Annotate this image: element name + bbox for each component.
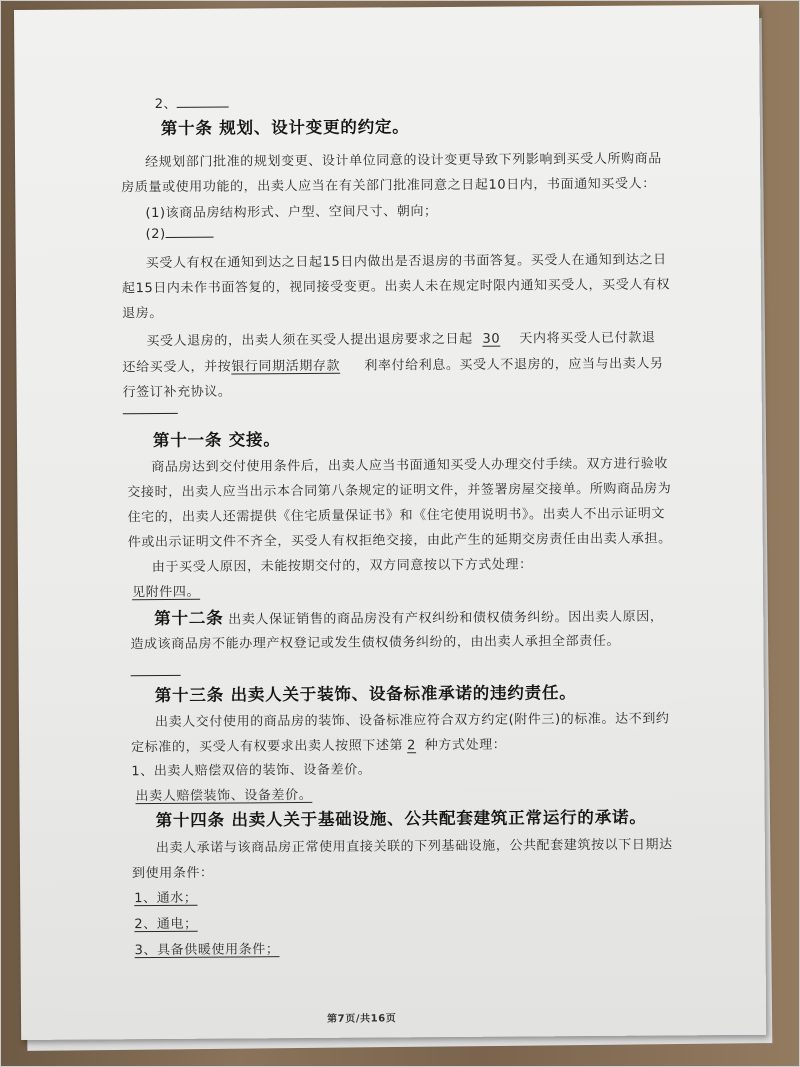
text: 天内将买受人已付款退 [519,330,656,347]
article-14-item: 1、通水； [134,890,198,907]
text: 买受人退房的，出卖人须在买受人提出退房要求之日起 [146,331,473,350]
chosen-option: 2 [407,738,417,754]
article-14-item: 3、具备供暖使用条件； [134,942,280,959]
article-10-text: 退房。 [122,305,163,322]
article-11-text: 交接时，出卖人应当出示本合同第八条规定的证明文件，并签署房屋交接单。所购商品房为 [127,481,672,501]
article-12-title: 第十二条 [154,608,224,629]
refund-days: 30 [482,331,501,347]
article-10-text: 起15日内未作书面答复的，视同接受变更。出卖人未在规定时限内通知买受人，买受人有权 [121,277,671,297]
article-11-text: 商品房达到交付使用条件后，出卖人应当书面通知买受人办理交付手续。双方进行验收 [151,456,669,476]
article-12-text: 造成该商品房不能办理产权登记或发生债权债务纠纷的，由出卖人承担全部责任。 [130,633,621,653]
article-13-option-2: 出卖人赔偿装饰、设备差价。 [135,787,313,805]
article-11-text: 由于买受人原因，未能按期交付的，双方同意按以下方式处理： [151,557,533,576]
article-11-title: 第十一条 交接。 [152,430,281,451]
article-10-text: 行签订补充协议。 [122,384,232,401]
text: 利率付给利息。买受人不退房的，应当与出卖人另 [364,356,664,374]
text: 出卖人保证销售的商品房没有产权纠纷和债权债务纠纷。因出卖人原因， [228,609,664,628]
article-13-option-1: 1、出卖人赔偿双倍的装饰、设备差价。 [131,762,372,780]
item-label: (2) [145,226,166,243]
text: 种方式处理： [424,737,507,754]
article-10-title: 第十条 规划、设计变更的约定。 [160,117,410,138]
article-14-title: 第十四条 出卖人关于基础设施、公共配套建筑正常运行的承诺。 [155,807,647,831]
text: 定标准的，买受人有权要求出卖人按照下述第 [131,738,404,756]
article-11-answer: 见附件四。 [132,584,201,601]
article-10-item-1: (1)该商品房结构形式、户型、空间尺寸、朝向； [145,204,438,222]
article-13-title: 第十三条 出卖人关于装饰、设备标准承诺的违约责任。 [154,683,577,706]
article-10-text: 买受人有权在通知到达之日起15日内做出是否退房的书面答复。买受人在通知到达之日 [145,252,667,272]
article-13-text: 出卖人交付使用的商品房的装饰、设备标准应符合双方约定(附件三)的标准。达不到约 [154,711,670,731]
article-14-text: 出卖人承诺与该商品房正常使用直接关联的下列基础设施，公共配套建筑按以下日期达 [155,837,673,857]
article-11-text: 件或出示证明文件不齐全，买受人有权拒绝交接，由此产生的延期交房责任由出卖人承担。 [127,531,672,551]
item-2-label: 2、 [154,96,178,113]
article-10-text: 经规划部门批准的规划变更、设计单位同意的设计变更导致下列影响到买受人所购商品 [145,151,662,171]
article-11-text: 住宅的，出卖人还需提供《住宅质量保证书》和《住宅使用说明书》。出卖人不出示证明文 [127,506,666,526]
article-14-item: 2、通电； [134,916,198,933]
text: 还给买受人，并按 [122,359,232,376]
interest-rate: 银行同期活期存款 [231,358,341,375]
article-14-text: 到使用条件： [131,865,214,882]
article-10-text: 房质量或使用功能的，出卖人应当在有关部门批准同意之日起10日内，书面通知买受人： [121,176,656,196]
page-number: 第7页/共16页 [327,1013,397,1025]
